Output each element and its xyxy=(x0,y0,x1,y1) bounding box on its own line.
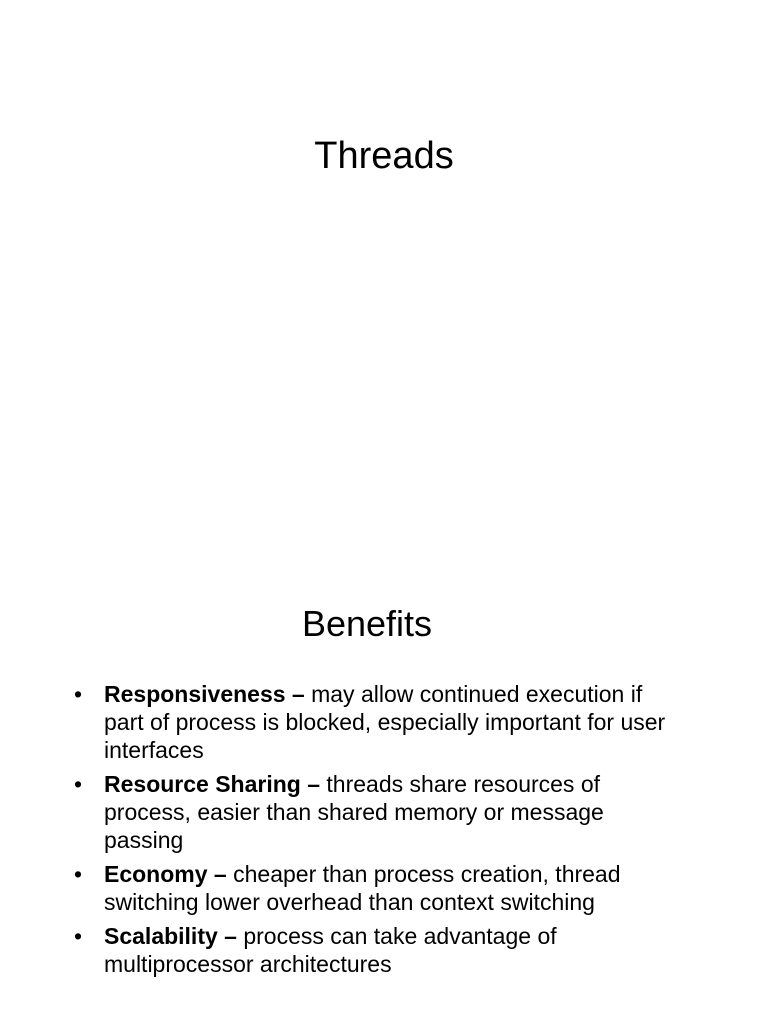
list-item xyxy=(74,860,674,916)
list-item xyxy=(74,922,674,978)
bullet-term: Economy – xyxy=(104,861,227,887)
bullet-text: may allow continued execution if part of process is blocked, especially important for user interfaces xyxy=(104,681,666,763)
bullet-text: threads share resources of process, easier than shared memory or message passing xyxy=(104,771,604,853)
list-item xyxy=(74,680,674,764)
bullet-term: Resource Sharing – xyxy=(104,771,321,797)
slide-title-benefits: Benefits xyxy=(301,603,433,644)
bullet-text: process can take advantage of multiprocessor architectures xyxy=(104,923,557,977)
bullet-term: Responsiveness – xyxy=(104,681,305,707)
benefits-list xyxy=(74,680,674,984)
bullet-icon: • xyxy=(74,923,83,949)
bullet-text: cheaper than process creation, thread switching lower overhead than context switching xyxy=(104,861,621,915)
list-item xyxy=(74,770,674,854)
bullet-term: Scalability – xyxy=(104,923,237,949)
bullet-icon: • xyxy=(74,771,83,797)
slide-title-threads: Threads xyxy=(314,135,454,177)
bullet-icon: • xyxy=(74,861,83,887)
bullet-icon: • xyxy=(74,681,83,707)
